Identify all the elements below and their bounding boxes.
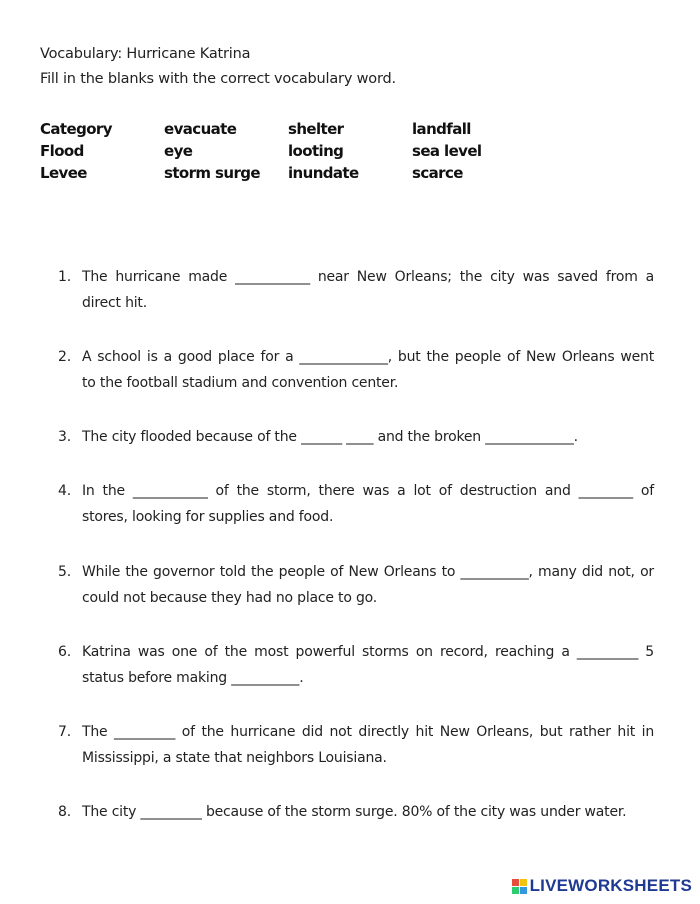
question-1 bbox=[58, 264, 654, 316]
question-text-line: The hurricane made ___________ near New Orleans; the city was saved from a bbox=[82, 269, 654, 285]
question-3 bbox=[58, 424, 654, 450]
question-5 bbox=[58, 559, 654, 611]
question-number: 2. bbox=[58, 349, 71, 365]
question-4 bbox=[58, 478, 654, 530]
question-7 bbox=[58, 719, 654, 771]
question-number: 4. bbox=[58, 483, 71, 499]
worksheet-header bbox=[40, 42, 396, 92]
worksheet-instructions: Fill in the blanks with the correct vocabulary word. bbox=[40, 71, 396, 87]
question-text-line: to the football stadium and convention center. bbox=[82, 375, 399, 391]
question-2 bbox=[58, 344, 654, 396]
vocab-word: Category bbox=[40, 120, 112, 138]
question-text-line: The city flooded because of the ______ ____ and the broken _____________. bbox=[82, 429, 578, 445]
logo-square bbox=[512, 879, 519, 886]
vocab-word: Flood bbox=[40, 142, 84, 160]
question-6 bbox=[58, 639, 654, 691]
question-text-line: While the governor told the people of New Orleans to __________, many did not, or bbox=[82, 564, 654, 580]
vocab-word: scarce bbox=[412, 164, 463, 182]
question-number: 1. bbox=[58, 269, 71, 285]
vocab-word: inundate bbox=[288, 164, 359, 182]
question-8 bbox=[58, 799, 654, 825]
vocab-word: eye bbox=[164, 142, 193, 160]
liveworksheets-logo[interactable] bbox=[512, 876, 692, 896]
question-text-line: The _________ of the hurricane did not directly hit New Orleans, but rather hit in bbox=[82, 724, 654, 740]
logo-square bbox=[520, 879, 527, 886]
question-text-line: status before making __________. bbox=[82, 670, 304, 686]
vocab-word: looting bbox=[288, 142, 344, 160]
vocab-word: storm surge bbox=[164, 164, 260, 182]
question-text-line: Mississippi, a state that neighbors Louisiana. bbox=[82, 750, 387, 766]
worksheet-title: Vocabulary: Hurricane Katrina bbox=[40, 46, 251, 62]
vocab-word: shelter bbox=[288, 120, 344, 138]
vocab-word: sea level bbox=[412, 142, 482, 160]
question-number: 6. bbox=[58, 644, 71, 660]
question-text-line: A school is a good place for a _____________, but the people of New Orleans went bbox=[82, 349, 654, 365]
vocab-word: Levee bbox=[40, 164, 87, 182]
question-text-line: Katrina was one of the most powerful storms on record, reaching a _________ 5 bbox=[82, 644, 654, 660]
vocab-word: evacuate bbox=[164, 120, 237, 138]
vocab-word: landfall bbox=[412, 120, 471, 138]
vocabulary-word-bank bbox=[40, 120, 560, 186]
question-number: 7. bbox=[58, 724, 71, 740]
logo-square bbox=[520, 887, 527, 894]
liveworksheets-brand-text: LIVEWORKSHEETS bbox=[529, 876, 692, 895]
question-number: 3. bbox=[58, 429, 71, 445]
question-text-line: In the ___________ of the storm, there was a lot of destruction and ________ of bbox=[82, 483, 654, 499]
liveworksheets-logo-icon bbox=[512, 879, 527, 894]
question-text-line: could not because they had no place to go. bbox=[82, 590, 378, 606]
question-text-line: direct hit. bbox=[82, 295, 147, 311]
question-number: 5. bbox=[58, 564, 71, 580]
question-number: 8. bbox=[58, 804, 71, 820]
question-text-line: The city _________ because of the storm surge. 80% of the city was under water. bbox=[82, 804, 627, 820]
logo-square bbox=[512, 887, 519, 894]
question-text-line: stores, looking for supplies and food. bbox=[82, 509, 334, 525]
